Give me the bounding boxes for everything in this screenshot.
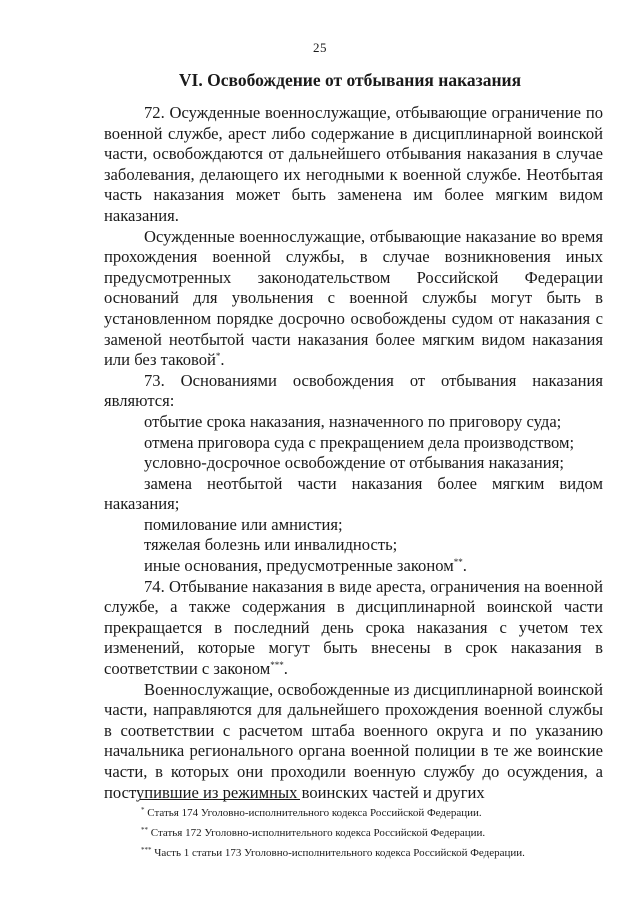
footnote-ref-3: ***: [270, 660, 284, 671]
body-text: [104, 103, 603, 803]
paragraph-73: [104, 371, 603, 412]
section-title: VI. Освобождение от отбывания наказания: [178, 70, 522, 90]
list-item-pardon-amnesty: помилование или амнистия;: [144, 514, 343, 534]
footnote-divider: [140, 799, 300, 800]
paragraph-convicted-dismissal-text: Осужденные военнослужащие, отбывающие наказание во время прохождения военной службы, в случае возникновения иных предусмотренных законодательством Российской Федерации оснований для увольнения с военной службы могут быть в установленном порядке досрочно освобождены судом от наказания с заменой неотбытой части наказания более мягким видом наказания или без таковой: [104, 226, 603, 370]
footnote-2: [141, 823, 611, 843]
page-number: 25: [313, 40, 327, 55]
footnote-3-mark: ***: [141, 846, 152, 854]
paragraph-73-text: 73. Основаниями освобождения от отбывания наказания являются:: [104, 370, 603, 411]
list-item-term-served: отбытие срока наказания, назначенного по приговору суда;: [144, 411, 562, 431]
footnote-2-text: Статья 172 Уголовно-исполнительного кодекса Российской Федерации.: [150, 827, 486, 839]
footnote-3: [141, 843, 611, 863]
paragraph-72-text: 72. Осужденные военнослужащие, отбывающие ограничение по военной службе, арест либо содержание в дисциплинарной воинской части, освобождаются от дальнейшего отбывания наказания в случае заболевания, делающего их негодными к военной службе. Неотбытая часть наказания может быть заменена им более мягким видом наказания.: [104, 103, 603, 225]
footnote-ref-2: **: [453, 557, 463, 568]
paragraph-released-servicemen-text: Военнослужащие, освобожденные из дисциплинарной воинской части, направляются для дальнейшего прохождения военной службы в соответствии с расчетом штаба военного округа и по указанию начальника регионального органа военной полиции в те же воинские части, в которых они проходили военную службу до осуждения, а поступившие из режимных воинских частей и других: [104, 679, 603, 802]
footnote-ref-1: *: [215, 351, 221, 362]
footnotes: [141, 803, 611, 863]
footnote-1-text: Статья 174 Уголовно-исполнительного кодекса Российской Федерации.: [147, 807, 482, 819]
paragraph-convicted-dismissal: [104, 227, 603, 371]
paragraph-74: [104, 577, 603, 680]
paragraph-74-text: 74. Отбывание наказания в виде ареста, ограничения на военной службе, а также содержания в дисциплинарной воинской части прекращается в последний день срока наказания с учетом тех изменений, которые могут быть внесены в срок наказания в соответствии с законом: [104, 576, 603, 679]
footnote-2-mark: **: [141, 826, 148, 834]
list-item-milder-punishment: замена неотбытой части наказания более мягким видом наказания;: [104, 473, 603, 514]
list-item-other-grounds: [104, 556, 603, 577]
list-item-illness-disability: тяжелая болезнь или инвалидность;: [144, 535, 398, 555]
footnote-3-text: Часть 1 статьи 173 Уголовно-исполнительного кодекса Российской Федерации.: [154, 847, 525, 859]
list-item-sentence-cancelled: отмена приговора суда с прекращением дела производством;: [144, 432, 575, 452]
footnote-1: [141, 803, 611, 823]
list-item-end-mark: .: [462, 556, 467, 576]
paragraph-74-end-mark: .: [283, 659, 288, 679]
paragraph-end-mark: .: [220, 350, 225, 370]
footnote-1-mark: *: [141, 806, 145, 814]
list-item-parole: условно-досрочное освобождение от отбывания наказания;: [144, 453, 564, 473]
list-item-other-grounds-text: иные основания, предусмотренные законом: [144, 556, 454, 576]
paragraph-released-servicemen: [104, 680, 603, 804]
paragraph-72: [104, 103, 603, 227]
